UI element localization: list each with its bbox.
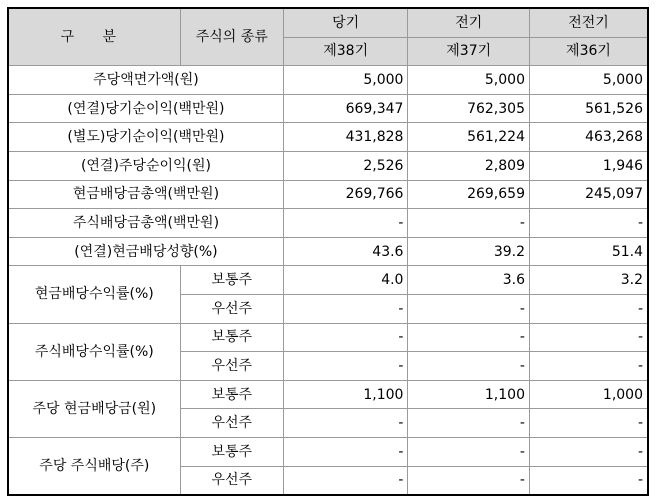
row-value: -: [283, 323, 408, 352]
stock-type-cell: 우선주: [180, 294, 283, 323]
table-row: [8, 209, 648, 238]
row-value: 1,000: [529, 380, 648, 409]
row-value: 561,526: [529, 94, 648, 123]
group-label: 주식배당수익률(%): [8, 323, 180, 380]
table-row: [8, 123, 648, 152]
table-body: [8, 8, 648, 495]
group-label: 주당 현금배당금(원): [8, 380, 180, 437]
stock-type-cell: 우선주: [180, 409, 283, 438]
header-category: 구 분: [8, 8, 180, 66]
group-label: 주당 주식배당(주): [8, 437, 180, 495]
row-value: 1,946: [529, 151, 648, 180]
row-value: -: [529, 323, 648, 352]
row-label: 현금배당금총액(백만원): [8, 180, 283, 209]
row-value: 51.4: [529, 237, 648, 266]
row-label: (연결)현금배당성향(%): [8, 237, 283, 266]
dividend-table: [7, 7, 649, 496]
row-value: -: [529, 466, 648, 495]
dividend-table-container: [7, 7, 649, 496]
stock-type-cell: 보통주: [180, 266, 283, 295]
stock-type-cell: 보통주: [180, 437, 283, 466]
row-value: 5,000: [529, 66, 648, 95]
header-period-prior: 전기: [408, 8, 530, 37]
row-value: -: [283, 409, 408, 438]
row-value: -: [408, 409, 530, 438]
header-term-prior: 제37기: [408, 37, 530, 66]
header-period-prior2: 전전기: [529, 8, 648, 37]
stock-type-cell: 우선주: [180, 466, 283, 495]
row-value: 5,000: [283, 66, 408, 95]
row-value: 3.2: [529, 266, 648, 295]
row-value: 39.2: [408, 237, 530, 266]
row-value: 762,305: [408, 94, 530, 123]
row-value: -: [283, 437, 408, 466]
row-value: -: [529, 437, 648, 466]
row-value: 4.0: [283, 266, 408, 295]
row-value: -: [408, 323, 530, 352]
row-value: -: [283, 352, 408, 381]
row-value: -: [529, 352, 648, 381]
header-term-current: 제38기: [283, 37, 408, 66]
header-stock-type: 주식의 종류: [180, 8, 283, 66]
table-row: [8, 66, 648, 95]
row-value: -: [408, 294, 530, 323]
group-label: 현금배당수익률(%): [8, 266, 180, 323]
row-value: -: [408, 209, 530, 238]
table-row: [8, 323, 648, 352]
row-value: 1,100: [283, 380, 408, 409]
row-label: 주식배당금총액(백만원): [8, 209, 283, 238]
row-label: 주당액면가액(원): [8, 66, 283, 95]
table-row: [8, 380, 648, 409]
header-term-prior2: 제36기: [529, 37, 648, 66]
stock-type-cell: 보통주: [180, 380, 283, 409]
row-value: -: [408, 352, 530, 381]
table-row: [8, 180, 648, 209]
row-value: 431,828: [283, 123, 408, 152]
stock-type-cell: 우선주: [180, 352, 283, 381]
row-value: -: [283, 294, 408, 323]
header-row-period: [8, 8, 648, 37]
table-row: [8, 437, 648, 466]
row-value: 1,100: [408, 380, 530, 409]
row-value: 2,526: [283, 151, 408, 180]
row-value: -: [529, 409, 648, 438]
table-row: [8, 151, 648, 180]
row-value: -: [529, 209, 648, 238]
row-value: -: [408, 437, 530, 466]
row-value: 43.6: [283, 237, 408, 266]
row-value: 463,268: [529, 123, 648, 152]
table-row: [8, 266, 648, 295]
header-period-current: 당기: [283, 8, 408, 37]
table-row: [8, 94, 648, 123]
row-value: 269,766: [283, 180, 408, 209]
row-value: -: [408, 466, 530, 495]
row-value: -: [283, 209, 408, 238]
row-value: 269,659: [408, 180, 530, 209]
row-value: 2,809: [408, 151, 530, 180]
row-value: 3.6: [408, 266, 530, 295]
row-value: 561,224: [408, 123, 530, 152]
row-value: 669,347: [283, 94, 408, 123]
row-label: (연결)주당순이익(원): [8, 151, 283, 180]
row-value: -: [529, 294, 648, 323]
table-row: [8, 237, 648, 266]
row-value: 245,097: [529, 180, 648, 209]
row-label: (별도)당기순이익(백만원): [8, 123, 283, 152]
row-value: -: [283, 466, 408, 495]
row-label: (연결)당기순이익(백만원): [8, 94, 283, 123]
row-value: 5,000: [408, 66, 530, 95]
stock-type-cell: 보통주: [180, 323, 283, 352]
